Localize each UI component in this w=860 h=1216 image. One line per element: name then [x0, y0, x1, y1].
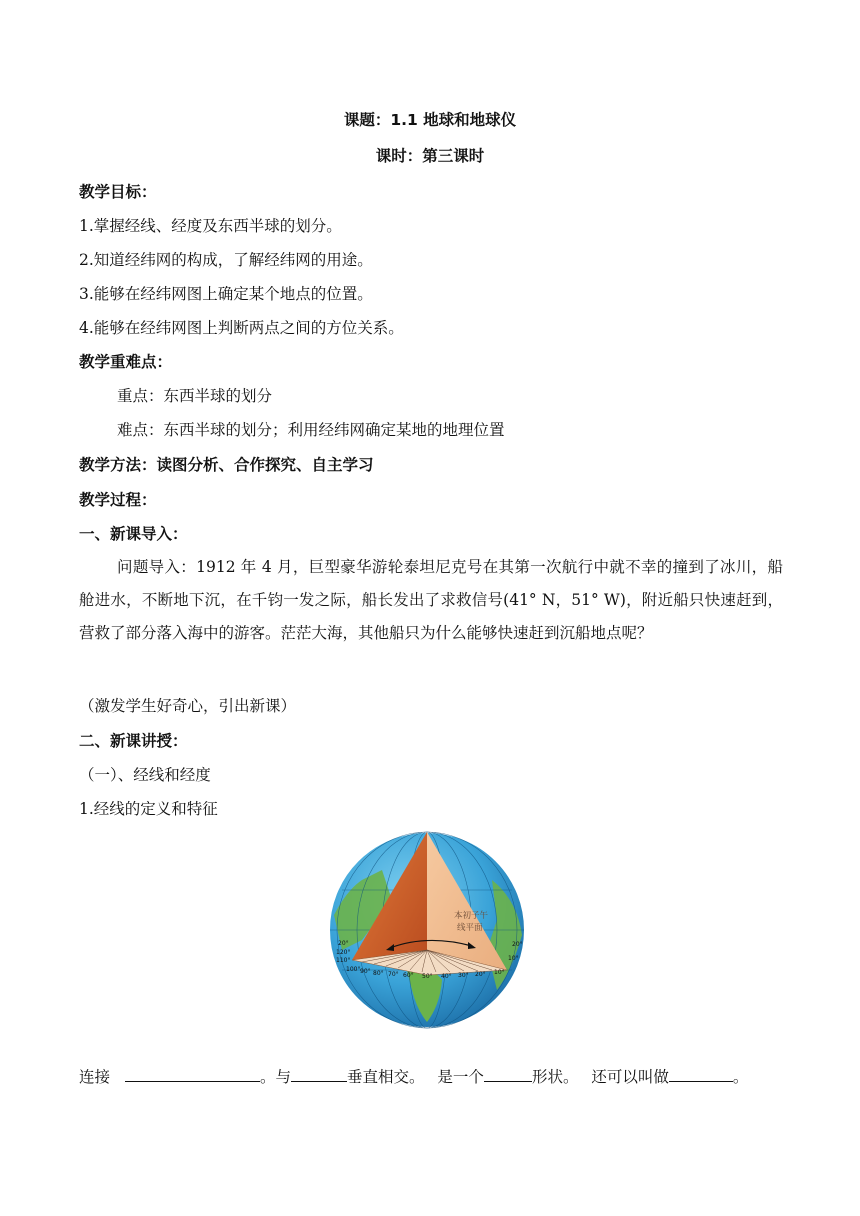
- degree-label: 50°: [422, 973, 433, 980]
- teaching-methods: [79, 455, 374, 475]
- methods-text: 教学方法：读图分析、合作探究、自主学习: [79, 456, 374, 474]
- lesson-period: 课时：第三课时: [375, 147, 485, 165]
- objective-item: 1.掌握经线、经度及东西半球的划分。: [79, 217, 342, 235]
- degree-label: 40°: [441, 973, 452, 980]
- objective-item: 2.知道经纬网的构成，了解经纬网的用途。: [79, 251, 373, 269]
- plane-label-line2: 线平面: [457, 923, 483, 933]
- subsection-heading: （一）、经线和经度: [79, 766, 211, 784]
- degree-label: 30°: [458, 972, 469, 979]
- objective-item: 4.能够在经纬网图上判断两点之间的方位关系。: [79, 319, 404, 337]
- plane-label-line1: 本初子午: [454, 911, 489, 921]
- objectives-heading: 教学目标：: [79, 183, 157, 201]
- degree-label: 90°: [360, 968, 371, 975]
- objective-item: 3.能够在经纬网图上确定某个地点的位置。: [79, 285, 373, 303]
- fill-text: 还可以叫做: [591, 1068, 669, 1086]
- fill-text: 是一个: [437, 1068, 484, 1086]
- side-label: 110°: [336, 957, 351, 964]
- key-point-important: 重点：东西半球的划分: [117, 387, 273, 405]
- intro-note: （激发学生好奇心，引出新课）: [79, 697, 297, 715]
- key-point-difficult: 难点：东西半球的划分；利用经纬网确定某地的地理位置: [117, 421, 505, 439]
- globe-cutaway-figure: [322, 830, 532, 1030]
- key-points-heading: 教学重难点：: [79, 353, 173, 371]
- degree-label: 60°: [403, 972, 414, 979]
- section1-heading: 一、新课导入：: [79, 525, 188, 543]
- intro-question: 问题导入：1912 年 4 月，巨型豪华游轮泰坦尼克号在其第一次航行中就不幸的撞到了冰川，船舱进水，不断地下沉，在千钧一发之际，船长发出了求救信号(41° N，51° W)，附近船只快速赶到，营救了部分落入海中的游客。茫茫大海，其他船只为什么能够快速赶到沉船地点呢？: [79, 558, 783, 642]
- side-label: 10°: [508, 955, 519, 962]
- page-title: 课题：1.1 地球和地球仪: [343, 111, 517, 129]
- degree-label: 70°: [388, 971, 399, 978]
- side-label: 20°: [338, 940, 349, 947]
- fill-text: 。与: [259, 1068, 291, 1086]
- fill-text: 形状。: [531, 1068, 579, 1086]
- item-heading: 1.经线的定义和特征: [79, 800, 218, 818]
- section2-heading: 二、新课讲授：: [79, 732, 188, 750]
- blank-field[interactable]: [291, 1065, 347, 1082]
- fill-in-line: [79, 1065, 748, 1087]
- blank-field[interactable]: [125, 1065, 260, 1082]
- blank-field[interactable]: [669, 1065, 733, 1082]
- side-label: 20°: [512, 941, 523, 948]
- degree-label: 20°: [475, 971, 486, 978]
- side-label: 120°: [336, 949, 351, 956]
- degree-label: 80°: [373, 970, 384, 977]
- degree-label: 100°: [346, 966, 361, 973]
- fill-text: 垂直相交。: [346, 1068, 425, 1086]
- process-heading: 教学过程：: [79, 491, 157, 509]
- degree-label: 10°: [494, 969, 505, 976]
- blank-field[interactable]: [484, 1065, 532, 1082]
- fill-text: 。: [732, 1068, 749, 1086]
- fill-text: 连接: [79, 1068, 111, 1086]
